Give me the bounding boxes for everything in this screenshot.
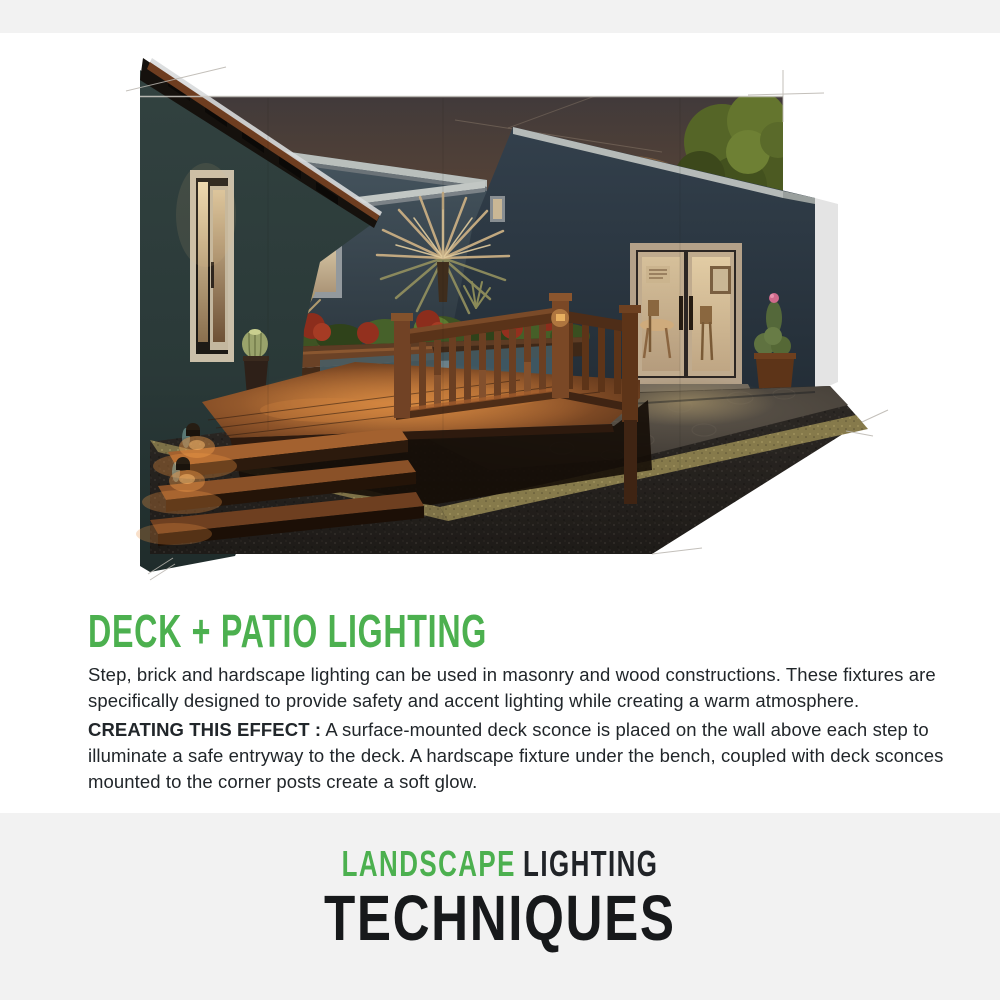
- footer-title-line: [0, 882, 1000, 954]
- brand-word-landscape: LANDSCAPE: [341, 843, 516, 884]
- effect-label: CREATING THIS EFFECT :: [88, 719, 322, 740]
- intro-paragraph: Step, brick and hardscape lighting can be used in masonry and wood constructions. These fixtures are specifically designed to provide safety and accent lighting while creating a warm atmosphere.: [88, 664, 936, 711]
- brand-word-lighting: LIGHTING: [523, 843, 659, 884]
- page-edge-panel: [815, 198, 838, 392]
- footer-band: [0, 813, 1000, 1000]
- footer-title: TECHNIQUES: [324, 882, 676, 954]
- effect-text: A surface-mounted deck sconce is placed on the wall above each step to illuminate a safe entryway to the deck. A hardscape fixture under the bench, coupled with deck sconces mounted to the corner posts create a soft glow.: [88, 719, 944, 792]
- section-title: DECK + PATIO LIGHTING: [88, 605, 488, 657]
- effect-paragraph: [88, 717, 950, 795]
- french-doors: [630, 243, 742, 384]
- brand-line: [0, 845, 1000, 883]
- door-handle: [689, 296, 693, 330]
